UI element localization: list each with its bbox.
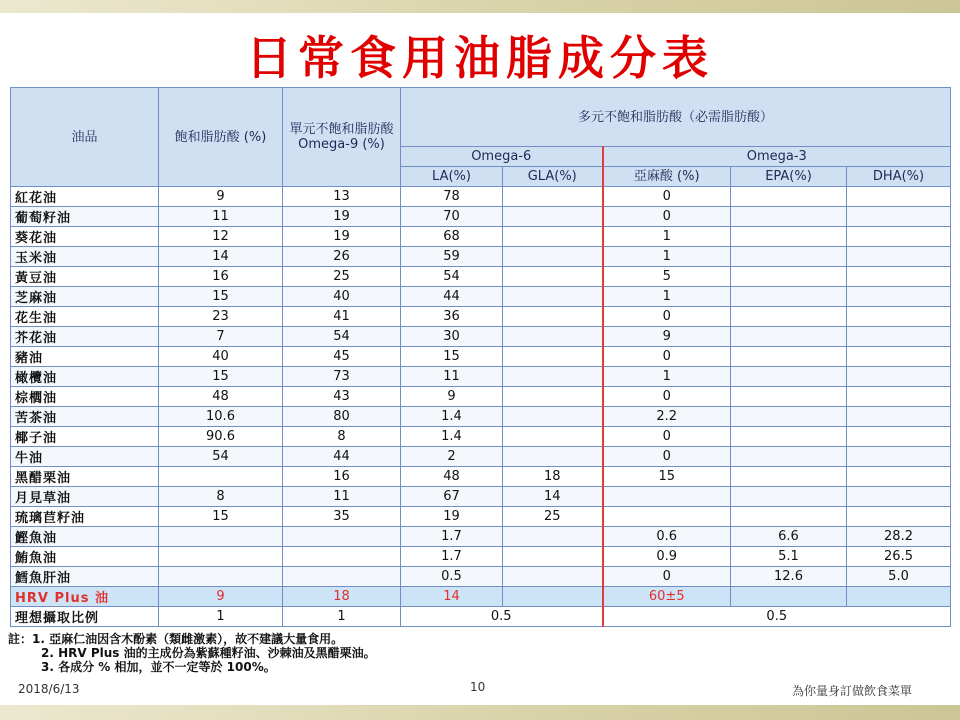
cell-mono: 19: [283, 227, 401, 247]
cell-name: 芥花油: [11, 327, 159, 347]
hrv-mono: 18: [283, 587, 401, 607]
cell-epa: [731, 227, 847, 247]
cell-la: 19: [401, 507, 503, 527]
cell-dha: [847, 307, 951, 327]
cell-gla: [503, 347, 603, 367]
cell-mono: 45: [283, 347, 401, 367]
slide-title: 日常食用油脂成分表: [246, 31, 714, 85]
cell-mono: 19: [283, 207, 401, 227]
cell-dha: 5.0: [847, 567, 951, 587]
cell-gla: [503, 287, 603, 307]
cell-la: 59: [401, 247, 503, 267]
cell-name: 椰子油: [11, 427, 159, 447]
cell-la: 1.4: [401, 427, 503, 447]
table-row: [11, 347, 951, 367]
cell-gla: [503, 387, 603, 407]
cell-mono: 41: [283, 307, 401, 327]
ideal-mono: 1: [283, 607, 401, 627]
cell-la: 11: [401, 367, 503, 387]
cell-name: 牛油: [11, 447, 159, 467]
cell-dha: [847, 227, 951, 247]
cell-epa: [731, 367, 847, 387]
hrv-gla: [503, 587, 603, 607]
cell-la: 44: [401, 287, 503, 307]
cell-gla: [503, 227, 603, 247]
cell-mono: 80: [283, 407, 401, 427]
cell-ala: 0: [603, 347, 731, 367]
cell-sat: 14: [159, 247, 283, 267]
hrv-la: 14: [401, 587, 503, 607]
cell-name: 芝麻油: [11, 287, 159, 307]
cell-name: 鰹魚油: [11, 527, 159, 547]
cell-ala: 5: [603, 267, 731, 287]
cell-la: 36: [401, 307, 503, 327]
table-row-hrv: [11, 587, 951, 607]
cell-gla: [503, 527, 603, 547]
cell-epa: [731, 427, 847, 447]
hrv-epa: [731, 587, 847, 607]
table-row: [11, 267, 951, 287]
oil-composition-table: [10, 87, 951, 627]
table-row: [11, 207, 951, 227]
cell-mono: 54: [283, 327, 401, 347]
hrv-name: HRV Plus 油: [11, 587, 159, 607]
note-1: 註：1. 亞麻仁油因含木酚素（類雌激素），故不建議大量食用。: [8, 632, 344, 646]
cell-dha: [847, 207, 951, 227]
table-row: [11, 387, 951, 407]
cell-sat: 7: [159, 327, 283, 347]
hrv-dha: [847, 587, 951, 607]
cell-sat: [159, 467, 283, 487]
cell-mono: 25: [283, 267, 401, 287]
cell-la: 70: [401, 207, 503, 227]
table-row: [11, 307, 951, 327]
cell-la: 15: [401, 347, 503, 367]
cell-dha: [847, 427, 951, 447]
header-poly: 多元不飽和脂肪酸（必需脂肪酸）: [401, 88, 951, 147]
cell-dha: [847, 347, 951, 367]
cell-la: 67: [401, 487, 503, 507]
cell-sat: 9: [159, 187, 283, 207]
cell-ala: 0.6: [603, 527, 731, 547]
cell-sat: 11: [159, 207, 283, 227]
cell-gla: 18: [503, 467, 603, 487]
cell-dha: [847, 407, 951, 427]
cell-la: 1.7: [401, 527, 503, 547]
cell-epa: 5.1: [731, 547, 847, 567]
cell-name: 琉璃苣籽油: [11, 507, 159, 527]
cell-sat: 15: [159, 507, 283, 527]
cell-mono: 26: [283, 247, 401, 267]
cell-dha: [847, 287, 951, 307]
table-row: [11, 187, 951, 207]
cell-la: 0.5: [401, 567, 503, 587]
cell-epa: [731, 327, 847, 347]
cell-gla: 25: [503, 507, 603, 527]
cell-mono: 11: [283, 487, 401, 507]
table-row: [11, 447, 951, 467]
oil-table-body: [11, 187, 951, 627]
cell-epa: [731, 287, 847, 307]
cell-name: 花生油: [11, 307, 159, 327]
cell-name: 葵花油: [11, 227, 159, 247]
cell-name: 黃豆油: [11, 267, 159, 287]
cell-dha: [847, 247, 951, 267]
table-notes: [8, 632, 376, 674]
cell-ala: 1: [603, 227, 731, 247]
cell-dha: [847, 507, 951, 527]
cell-ala: 0: [603, 387, 731, 407]
cell-gla: [503, 267, 603, 287]
cell-sat: 10.6: [159, 407, 283, 427]
table-row: [11, 367, 951, 387]
cell-dha: [847, 367, 951, 387]
cell-sat: 54: [159, 447, 283, 467]
header-saturated: 飽和脂肪酸 (%): [159, 88, 283, 187]
cell-name: 月見草油: [11, 487, 159, 507]
header-ala: 亞麻酸 (%): [603, 167, 731, 187]
cell-mono: 35: [283, 507, 401, 527]
table-row: [11, 527, 951, 547]
cell-dha: [847, 387, 951, 407]
cell-sat: 48: [159, 387, 283, 407]
cell-sat: 16: [159, 267, 283, 287]
top-decor-band: [0, 0, 960, 13]
cell-dha: [847, 487, 951, 507]
cell-mono: 73: [283, 367, 401, 387]
cell-mono: [283, 547, 401, 567]
cell-name: 玉米油: [11, 247, 159, 267]
cell-sat: [159, 547, 283, 567]
cell-la: 54: [401, 267, 503, 287]
cell-ala: 0: [603, 307, 731, 327]
cell-gla: [503, 327, 603, 347]
bottom-decor-band: [0, 705, 960, 720]
hrv-sat: 9: [159, 587, 283, 607]
cell-epa: [731, 387, 847, 407]
cell-dha: [847, 267, 951, 287]
cell-ala: 1: [603, 287, 731, 307]
cell-epa: [731, 467, 847, 487]
cell-gla: [503, 427, 603, 447]
cell-gla: 14: [503, 487, 603, 507]
cell-epa: 6.6: [731, 527, 847, 547]
ideal-name: 理想攝取比例: [11, 607, 159, 627]
cell-ala: 0: [603, 567, 731, 587]
cell-mono: 40: [283, 287, 401, 307]
cell-name: 苦茶油: [11, 407, 159, 427]
table-row: [11, 427, 951, 447]
cell-name: 鱈魚肝油: [11, 567, 159, 587]
cell-dha: [847, 187, 951, 207]
cell-sat: 23: [159, 307, 283, 327]
cell-sat: 90.6: [159, 427, 283, 447]
cell-ala: 0.9: [603, 547, 731, 567]
cell-la: 2: [401, 447, 503, 467]
cell-epa: 12.6: [731, 567, 847, 587]
header-gla: GLA(%): [503, 167, 603, 187]
cell-epa: [731, 207, 847, 227]
cell-name: 葡萄籽油: [11, 207, 159, 227]
cell-ala: 0: [603, 447, 731, 467]
cell-ala: 0: [603, 427, 731, 447]
cell-ala: [603, 507, 731, 527]
header-la: LA(%): [401, 167, 503, 187]
table-row: [11, 487, 951, 507]
cell-la: 9: [401, 387, 503, 407]
cell-dha: [847, 447, 951, 467]
cell-dha: 28.2: [847, 527, 951, 547]
cell-gla: [503, 367, 603, 387]
cell-ala: 9: [603, 327, 731, 347]
cell-name: 紅花油: [11, 187, 159, 207]
table-row: [11, 327, 951, 347]
cell-mono: [283, 567, 401, 587]
footer-caption: 為你量身訂做飲食菜單: [792, 684, 913, 698]
cell-ala: 0: [603, 207, 731, 227]
header-dha: DHA(%): [847, 167, 951, 187]
cell-mono: 16: [283, 467, 401, 487]
cell-sat: 40: [159, 347, 283, 367]
cell-gla: [503, 207, 603, 227]
cell-mono: [283, 527, 401, 547]
cell-mono: 44: [283, 447, 401, 467]
table-row: [11, 407, 951, 427]
cell-epa: [731, 187, 847, 207]
cell-mono: 43: [283, 387, 401, 407]
cell-epa: [731, 487, 847, 507]
cell-sat: [159, 567, 283, 587]
cell-name: 豬油: [11, 347, 159, 367]
cell-sat: [159, 527, 283, 547]
cell-epa: [731, 407, 847, 427]
oil-table-figure: [8, 87, 950, 672]
header-omega3: Omega-3: [603, 147, 951, 167]
cell-dha: [847, 327, 951, 347]
cell-mono: 8: [283, 427, 401, 447]
ideal-sat: 1: [159, 607, 283, 627]
cell-dha: 26.5: [847, 547, 951, 567]
cell-ala: 1: [603, 247, 731, 267]
table-row: [11, 227, 951, 247]
header-mono: 單元不飽和脂肪酸 Omega-9 (%): [283, 88, 401, 187]
cell-dha: [847, 467, 951, 487]
table-row-ideal: [11, 607, 951, 627]
cell-epa: [731, 447, 847, 467]
cell-la: 78: [401, 187, 503, 207]
cell-epa: [731, 267, 847, 287]
cell-gla: [503, 307, 603, 327]
footer-date: 2018/6/13: [18, 682, 80, 696]
cell-la: 1.4: [401, 407, 503, 427]
cell-gla: [503, 567, 603, 587]
cell-sat: 15: [159, 287, 283, 307]
cell-ala: 15: [603, 467, 731, 487]
cell-ala: 1: [603, 367, 731, 387]
header-omega6: Omega-6: [401, 147, 603, 167]
cell-ala: 2.2: [603, 407, 731, 427]
cell-gla: [503, 547, 603, 567]
cell-epa: [731, 347, 847, 367]
hrv-ala: 60±5: [603, 587, 731, 607]
cell-la: 68: [401, 227, 503, 247]
ideal-omega3: 0.5: [603, 607, 951, 627]
cell-la: 30: [401, 327, 503, 347]
cell-ala: 0: [603, 187, 731, 207]
note-2: 2. HRV Plus 油的主成份為紫蘇種籽油、沙棘油及黑醋栗油。: [41, 646, 376, 660]
table-row: [11, 287, 951, 307]
footer-page-number: 10: [470, 680, 486, 694]
cell-gla: [503, 407, 603, 427]
cell-gla: [503, 247, 603, 267]
cell-name: 棕櫚油: [11, 387, 159, 407]
cell-la: 1.7: [401, 547, 503, 567]
cell-mono: 13: [283, 187, 401, 207]
table-row: [11, 247, 951, 267]
header-epa: EPA(%): [731, 167, 847, 187]
cell-epa: [731, 247, 847, 267]
cell-la: 48: [401, 467, 503, 487]
cell-gla: [503, 187, 603, 207]
cell-ala: [603, 487, 731, 507]
cell-name: 黑醋栗油: [11, 467, 159, 487]
note-3: 3. 各成分 % 相加，並不一定等於 100%。: [41, 660, 276, 674]
cell-epa: [731, 307, 847, 327]
cell-gla: [503, 447, 603, 467]
cell-sat: 15: [159, 367, 283, 387]
ideal-omega6: 0.5: [401, 607, 603, 627]
cell-name: 橄欖油: [11, 367, 159, 387]
header-oil: 油品: [11, 88, 159, 187]
table-row: [11, 567, 951, 587]
table-row: [11, 467, 951, 487]
cell-name: 鮪魚油: [11, 547, 159, 567]
cell-sat: 8: [159, 487, 283, 507]
table-row: [11, 547, 951, 567]
cell-sat: 12: [159, 227, 283, 247]
cell-epa: [731, 507, 847, 527]
table-row: [11, 507, 951, 527]
